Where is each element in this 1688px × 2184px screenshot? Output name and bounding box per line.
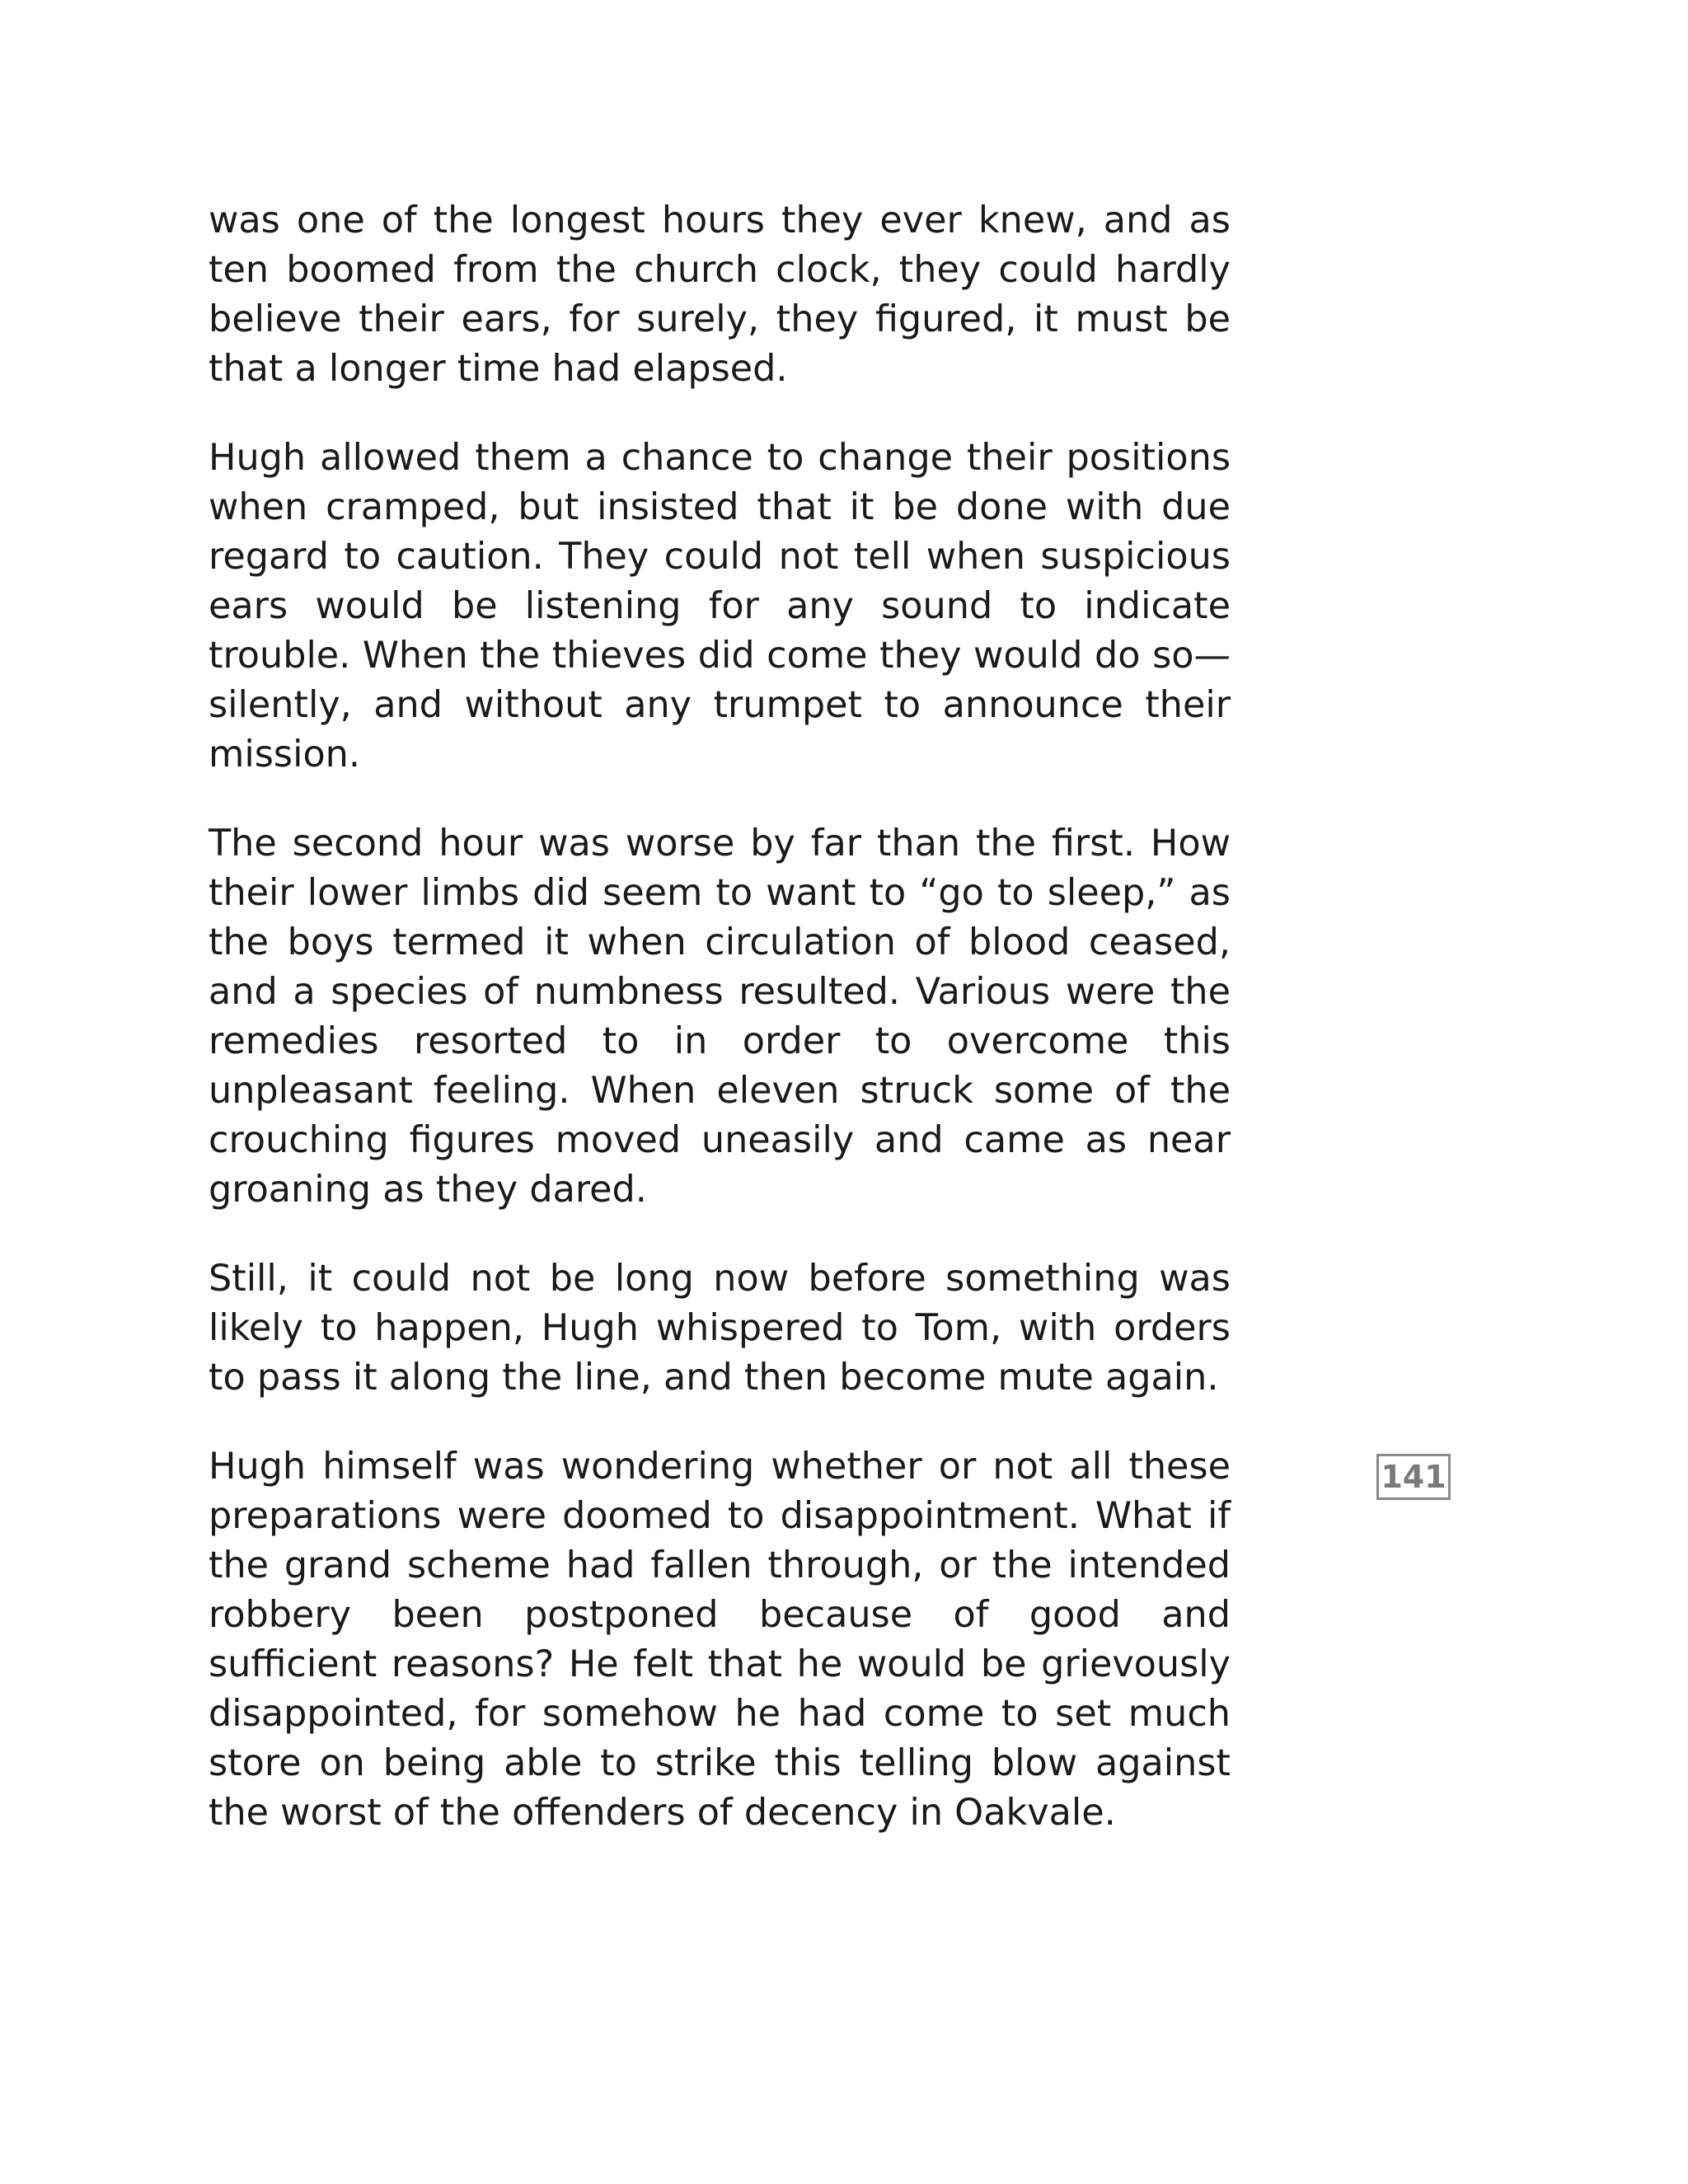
paragraph-4: Still, it could not be long now before something was likely to happen, Hugh whispered to Tom, with orders to pass it along the line, and then become mute again. [209,1258,1231,1399]
paragraph-2: Hugh allowed them a chance to change their positions when cramped, but insisted that it be done with due regard to caution. They could not tell when suspicious ears would be listening for any sound to indicate trouble. When the thieves did come they would do so—silently, and without any trumpet to announce their mission. [209,437,1231,776]
page-number: 141 [1376,1454,1451,1500]
paragraph-3: The second hour was worse by far than the first. How their lower limbs did seem to want to “go to sleep,” as the boys termed it when circulation of blood ceased, and a species of numbness resulted. Various were the remedies resorted to in order to overcome this unpleasant feeling. When eleven struck some of the crouching figures moved uneasily and came as near groaning as they dared. [209,823,1231,1211]
body-text [209,196,1231,1838]
paragraph-1: was one of the longest hours they ever knew, and as ten boomed from the church clock, they could hardly believe their ears, for surely, they figured, it must be that a longer time had elapsed. [209,199,1231,390]
paragraph-5: Hugh himself was wondering whether or not all these preparations were doomed to disappointment. What if the grand scheme had fallen through, or the intended robbery been postponed because of good and sufficient reasons? He felt that he would be grievously disappointed, for somehow he had come to set much store on being able to strike this telling blow against the worst of the offenders of decency in Oakvale. [209,1446,1231,1834]
